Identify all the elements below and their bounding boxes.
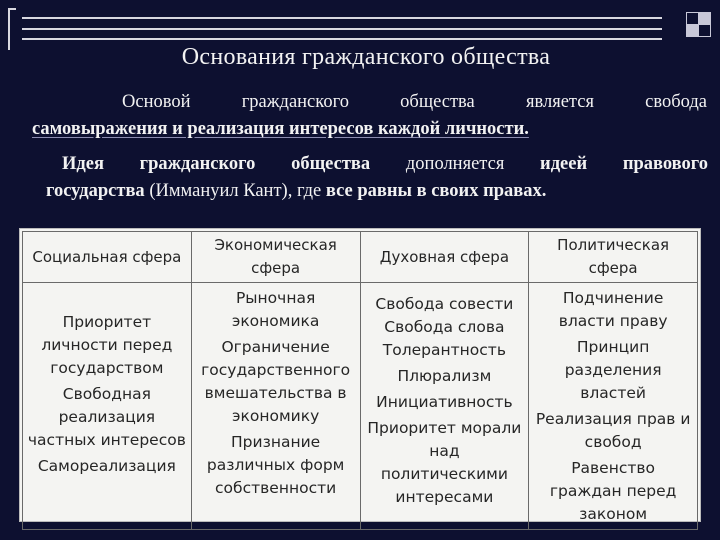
table-row <box>23 283 698 530</box>
list-item: Самореализация <box>37 457 176 475</box>
decor-line <box>22 17 662 19</box>
paragraph1-line1: Основой гражданского общества является свобода <box>122 92 707 112</box>
paragraph2-line1: Идея гражданского общества дополняется идеей правового <box>62 154 708 174</box>
spiritual-column <box>360 283 529 530</box>
list-item: Ограничение государственного вмешательства в экономику <box>201 338 351 425</box>
list-item: Свободная реализация частных интересов <box>27 385 186 449</box>
header-social: Социальная сфера <box>23 232 192 283</box>
list-item: Приоритет личности перед государством <box>41 313 173 377</box>
header-spiritual: Духовная сфера <box>360 232 529 283</box>
list-item: Рыночная экономика <box>231 289 320 330</box>
list-item: Свобода совести <box>375 295 514 313</box>
list-item: Инициативность <box>376 393 513 411</box>
list-item: Признание различных форм собственности <box>206 433 345 497</box>
list-item: Равенство граждан перед законом <box>549 459 677 523</box>
paragraph2-line2: государства (Иммануил Кант), где все равны в своих правах. <box>46 181 547 201</box>
list-item: Подчинение власти праву <box>558 289 668 330</box>
slide-title: Основания гражданского общества <box>181 44 551 70</box>
social-column <box>23 283 192 530</box>
list-item: Свобода слова <box>384 318 505 336</box>
header-economic: Экономическая сфера <box>191 232 360 283</box>
spheres-table <box>22 231 698 530</box>
list-item: Плюрализм <box>397 367 492 385</box>
list-item: Реализация прав и свобод <box>535 410 691 451</box>
decor-line <box>22 28 662 30</box>
table-header-row <box>23 232 698 283</box>
corner-squares-decoration <box>686 12 710 42</box>
list-item: Приоритет морали над политическими интересами <box>367 419 522 506</box>
spheres-table-image <box>19 228 701 522</box>
political-column <box>529 283 698 530</box>
list-item: Принцип разделения властей <box>564 338 662 402</box>
decor-line <box>22 38 662 40</box>
slide-decoration <box>0 0 720 46</box>
list-item: Толерантность <box>382 341 506 359</box>
paragraph1-line2: самовыражения и реализация интересов каждой личности. <box>32 119 529 139</box>
economic-column <box>191 283 360 530</box>
header-political: Политическая сфера <box>529 232 698 283</box>
